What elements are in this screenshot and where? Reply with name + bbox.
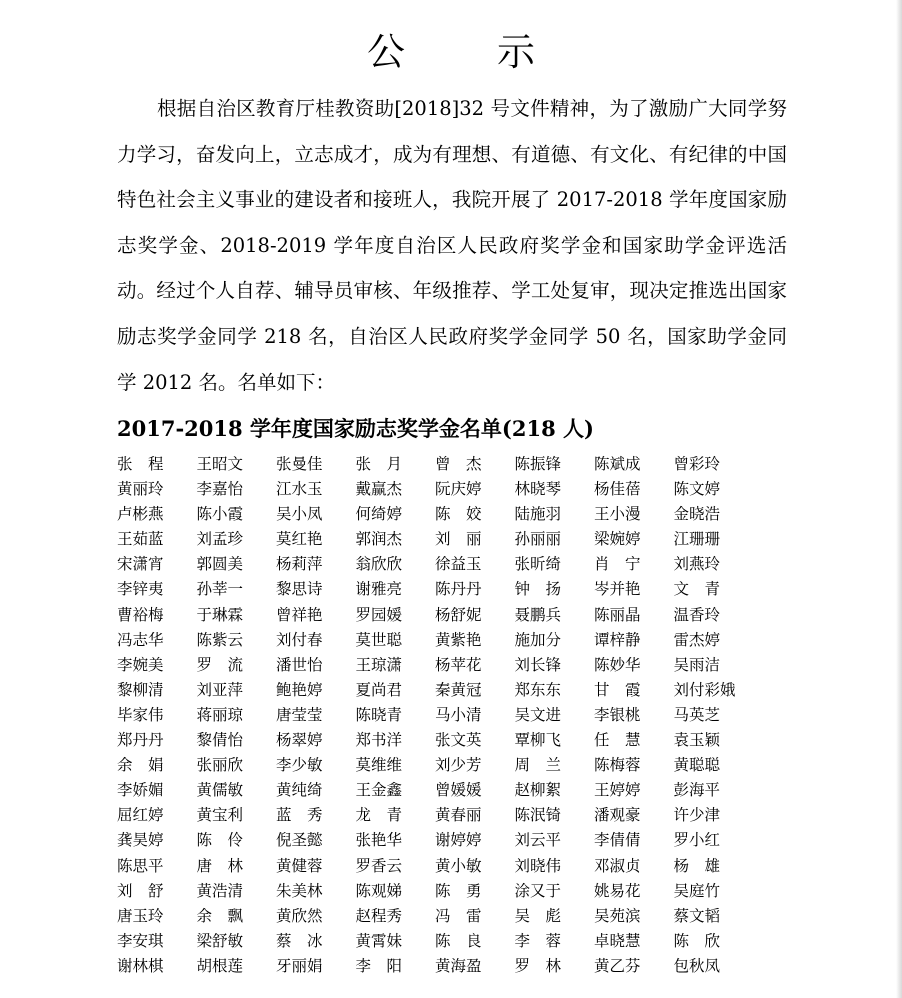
student-name: 江水玉 (276, 480, 323, 499)
student-name: 刘付春 (276, 630, 323, 649)
student-name: 刘燕玲 (673, 555, 721, 574)
student-name: 黄儒敏 (196, 781, 244, 800)
student-name: 孙莘一 (196, 580, 244, 599)
student-name: 郑东东 (514, 680, 562, 699)
student-name: 黄聪聪 (673, 756, 721, 775)
student-name: 吴 彪 (514, 906, 562, 925)
student-name: 郭润杰 (355, 530, 403, 549)
student-name: 赵程秀 (355, 906, 403, 925)
student-name: 吴文进 (514, 705, 562, 724)
student-name: 唐莹莹 (276, 705, 323, 724)
student-name: 黄紫艳 (435, 630, 482, 649)
student-name: 刘长锋 (514, 655, 562, 674)
student-name: 王昭文 (196, 455, 244, 473)
student-name: 黎思诗 (276, 580, 323, 599)
student-name: 施加分 (514, 630, 562, 649)
student-name: 黄海盈 (435, 956, 482, 975)
student-name: 潘世怡 (276, 655, 323, 674)
student-name: 李娇媚 (117, 781, 164, 800)
student-name: 陆施羽 (514, 505, 562, 524)
student-name: 黄纯绮 (276, 781, 323, 800)
student-name: 李倩倩 (594, 831, 641, 850)
student-name: 张曼佳 (276, 455, 323, 473)
student-name: 李锌夷 (117, 580, 164, 599)
student-name: 胡根莲 (196, 956, 244, 975)
student-name: 罗园媛 (355, 605, 403, 624)
student-name: 秦黄冠 (435, 680, 482, 699)
student-name: 黄乙芬 (594, 956, 641, 975)
student-name: 卢彬燕 (117, 505, 164, 524)
student-name: 卓晓慧 (594, 931, 641, 950)
student-name: 杨舒妮 (435, 605, 482, 624)
student-name: 蔡 冰 (276, 931, 323, 950)
student-name: 谢雅亮 (355, 580, 403, 599)
student-name: 刘亚萍 (196, 680, 244, 699)
student-name: 赵柳絮 (514, 781, 562, 800)
student-name: 唐 林 (196, 856, 244, 875)
student-name: 陈观娣 (355, 881, 403, 900)
student-name: 孙丽丽 (514, 530, 562, 549)
student-name: 刘 舒 (117, 881, 164, 900)
student-name: 林晓琴 (514, 480, 562, 499)
student-name: 郑丹丹 (117, 731, 164, 750)
student-name: 聂鹏兵 (514, 605, 562, 624)
student-name: 曹裕梅 (117, 605, 164, 624)
student-name: 刘云平 (514, 831, 562, 850)
student-name: 翁欣欣 (355, 555, 403, 574)
student-name: 黎柳清 (117, 680, 164, 699)
student-name: 余 飘 (196, 906, 244, 925)
student-name: 梁舒敏 (196, 931, 244, 950)
page-edge-shadow (896, 0, 902, 998)
student-name: 吴雨洁 (673, 655, 721, 674)
student-name: 张文英 (435, 731, 482, 750)
student-name: 陈 姣 (435, 505, 482, 524)
student-name: 张 程 (117, 455, 164, 473)
student-name: 李婉美 (117, 655, 164, 674)
student-name: 王茹蓝 (117, 530, 164, 549)
student-name: 吴小凤 (276, 505, 323, 524)
student-name: 甘 霞 (594, 680, 641, 699)
student-name: 徐益玉 (435, 555, 482, 574)
student-name: 潘观豪 (594, 806, 641, 825)
student-name: 李少敏 (276, 756, 323, 775)
student-name: 陈晓青 (355, 705, 403, 724)
student-name: 任 慧 (594, 731, 641, 750)
student-name: 唐玉玲 (117, 906, 164, 925)
student-name: 黄欣然 (276, 906, 323, 925)
student-name: 陈 勇 (435, 881, 482, 900)
student-name: 刘付彩娥 (673, 680, 736, 699)
student-name: 莫世聪 (355, 630, 403, 649)
student-name: 曾彩玲 (673, 455, 721, 473)
student-name: 谭梓静 (594, 630, 641, 649)
student-name: 陈思平 (117, 856, 164, 875)
student-name: 刘 丽 (435, 530, 482, 549)
student-name: 杨莉萍 (276, 555, 323, 574)
student-name: 朱美林 (276, 881, 323, 900)
student-name: 陈丽晶 (594, 605, 641, 624)
student-name: 陈 欣 (673, 931, 721, 950)
page-title: 公 示 (366, 30, 576, 74)
student-name: 黎倩怡 (196, 731, 244, 750)
student-name: 曾祥艳 (276, 605, 323, 624)
student-name: 陈 良 (435, 931, 482, 950)
student-name: 陈振锋 (514, 455, 562, 473)
student-name: 马英芝 (673, 705, 721, 724)
student-name: 包秋凤 (673, 956, 721, 975)
student-name: 江珊珊 (673, 530, 721, 549)
student-name: 黄春丽 (435, 806, 482, 825)
student-name: 陈丹丹 (435, 580, 482, 599)
student-name: 李嘉怡 (196, 480, 244, 499)
student-name: 陈紫云 (196, 630, 244, 649)
student-name: 金晓浩 (673, 505, 721, 524)
student-name: 雷杰婷 (673, 630, 721, 649)
student-name: 姚易花 (594, 881, 641, 900)
student-name: 刘孟珍 (196, 530, 244, 549)
student-name: 蓝 秀 (276, 806, 323, 825)
student-name: 张昕绮 (514, 555, 562, 574)
student-name: 王琼潇 (355, 655, 403, 674)
student-name: 牙丽娟 (276, 956, 323, 975)
student-name: 邓淑贞 (594, 856, 641, 875)
student-name: 曾媛媛 (435, 781, 482, 800)
student-name: 鲍艳婷 (276, 680, 323, 699)
student-name: 吴苑滨 (594, 906, 641, 925)
student-name: 刘晓伟 (514, 856, 562, 875)
student-name: 戴赢杰 (355, 480, 403, 499)
student-name: 阮庆婷 (435, 480, 482, 499)
student-name: 梁婉婷 (594, 530, 641, 549)
student-name: 莫维维 (355, 756, 403, 775)
student-name: 陈 伶 (196, 831, 244, 850)
student-name: 宋潇宵 (117, 555, 164, 574)
student-name: 黄浩清 (196, 881, 244, 900)
student-name: 夏尚君 (355, 680, 403, 699)
student-name: 黄丽玲 (117, 480, 164, 499)
student-name: 黄健蓉 (276, 856, 323, 875)
student-name: 倪圣懿 (276, 831, 323, 850)
student-name: 冯 雷 (435, 906, 482, 925)
student-name: 陈斌成 (594, 455, 641, 473)
student-name: 黄霄妹 (355, 931, 403, 950)
student-name: 何绮婷 (355, 505, 403, 524)
names-grid (117, 452, 777, 979)
student-name: 杨翠婷 (276, 731, 323, 750)
student-name: 陈文婷 (673, 480, 721, 499)
student-name: 罗小红 (673, 831, 721, 850)
student-name: 陈小霞 (196, 505, 244, 524)
list-heading: 2017-2018 学年度国家励志奖学金名单(218 人) (117, 416, 594, 441)
student-name: 杨苹花 (435, 655, 482, 674)
student-name: 曾 杰 (435, 455, 482, 473)
student-name: 龚昊婷 (117, 831, 164, 850)
student-name: 岑并艳 (594, 580, 641, 599)
student-name: 马小清 (435, 705, 482, 724)
student-name: 张丽欣 (196, 756, 244, 775)
student-name: 袁玉颖 (673, 731, 721, 750)
student-name: 龙 青 (355, 806, 403, 825)
student-name: 毕家伟 (117, 705, 164, 724)
student-name: 钟 扬 (514, 580, 562, 599)
student-name: 文 青 (673, 580, 721, 599)
student-name: 冯志华 (117, 630, 164, 649)
student-name: 王婷婷 (594, 781, 641, 800)
student-name: 李银桃 (594, 705, 641, 724)
student-name: 陈梅蓉 (594, 756, 641, 775)
student-name: 彭海平 (673, 781, 721, 800)
student-name: 黄宝利 (196, 806, 244, 825)
student-name: 谢林棋 (117, 956, 164, 975)
student-name: 杨佳蓓 (594, 480, 641, 499)
student-name: 王小漫 (594, 505, 641, 524)
student-name: 李 蓉 (514, 931, 562, 950)
student-name: 罗 流 (196, 655, 244, 674)
student-name: 张艳华 (355, 831, 403, 850)
student-name: 温香玲 (673, 605, 721, 624)
student-name: 余 娟 (117, 756, 164, 775)
student-name: 蔡文韬 (673, 906, 721, 925)
student-name: 许少津 (673, 806, 721, 825)
student-name: 周 兰 (514, 756, 562, 775)
student-name: 王金鑫 (355, 781, 403, 800)
student-name: 陈妙华 (594, 655, 641, 674)
student-name: 黄小敏 (435, 856, 482, 875)
announcement-paragraph: 根据自治区教育厅桂教资助[2018]32 号文件精神，为了激励广大同学努力学习，奋发向上，立志成才，成为有理想、有道德、有文化、有纪律的中国特色社会主义事业的建设者和接班人，我院开展了 2017-2018 学年度国家励志奖学金、2018-2019 学年度自治区人民政府奖学金和国家助学金评选活动。经过个人自荐、辅导员审核、年级推荐、学工处复审，现决定推选出国家励志奖学金同学 218 名，自治区人民政府奖学金同学 50 名，国家助学金同学 2012 名。名单如下： (117, 97, 787, 394)
student-name: 郑书洋 (355, 731, 403, 750)
student-name: 罗 林 (514, 956, 562, 975)
student-name: 涂又于 (514, 881, 562, 900)
student-name: 张 月 (355, 455, 403, 473)
student-name: 屈红婷 (117, 806, 164, 825)
student-name: 于琳霖 (196, 605, 244, 624)
student-name: 罗香云 (355, 856, 403, 875)
student-name: 杨 雄 (673, 856, 721, 875)
student-name: 肖 宁 (594, 555, 641, 574)
student-name: 李安琪 (117, 931, 164, 950)
student-name: 刘少芳 (435, 756, 482, 775)
student-name: 陈泯锜 (514, 806, 562, 825)
student-name: 覃柳飞 (514, 731, 562, 750)
student-name: 蒋丽琼 (196, 705, 244, 724)
student-name: 郭圆美 (196, 555, 244, 574)
student-name: 莫红艳 (276, 530, 323, 549)
student-name: 吴庭竹 (673, 881, 721, 900)
student-name: 谢婷婷 (435, 831, 482, 850)
student-name: 李 阳 (355, 956, 403, 975)
